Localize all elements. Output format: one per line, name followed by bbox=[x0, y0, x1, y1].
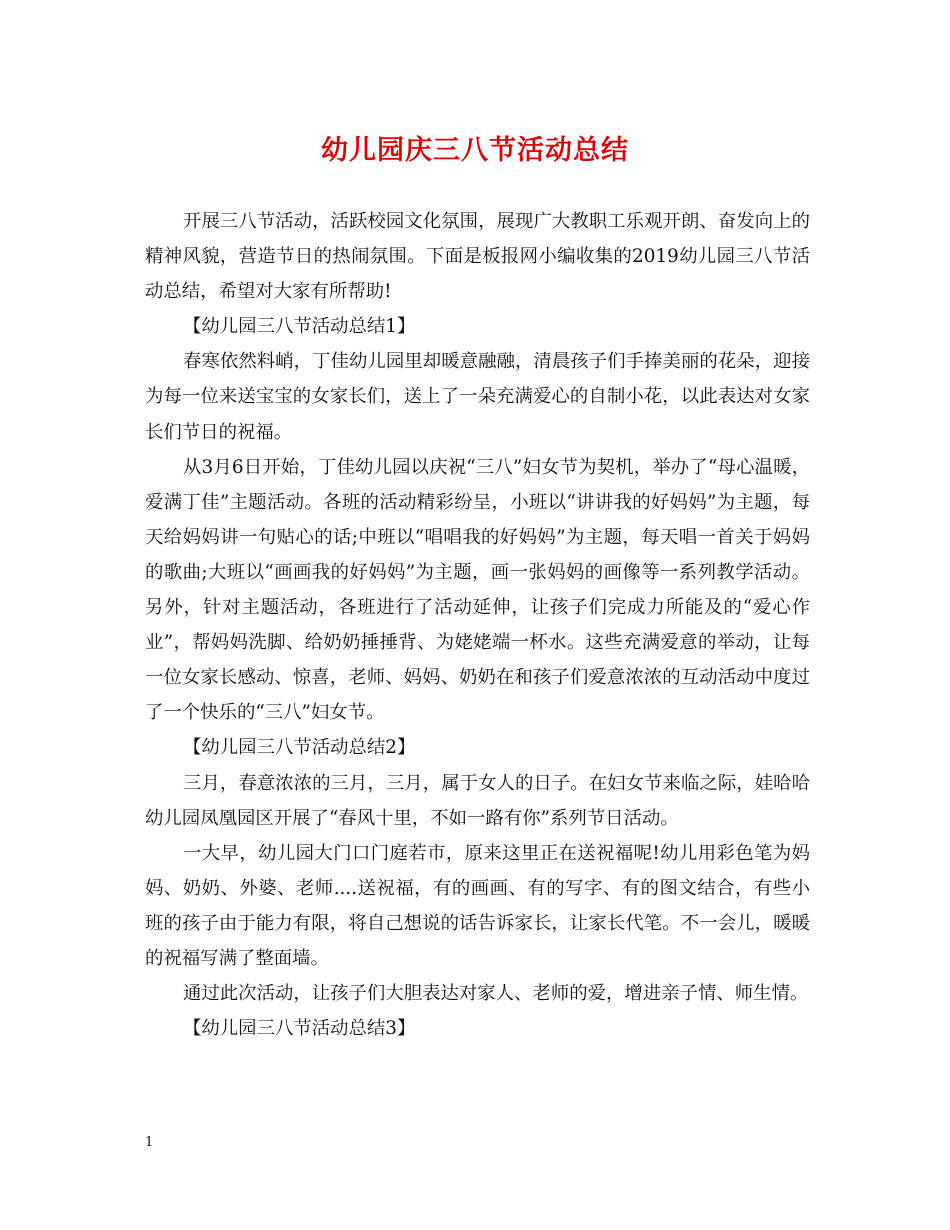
section-2-paragraph-1: 三月，春意浓浓的三月，三月，属于女人的日子。在妇女节来临之际，娃哈哈幼儿园凤凰园区开展了“春风十里，不如一路有你”系列节日活动。 bbox=[145, 772, 810, 829]
page-number: 1 bbox=[145, 1135, 154, 1150]
section-2-paragraph-3: 通过此次活动，让孩子们大胆表达对家人、老师的爱，增进亲子情、师生情。 bbox=[183, 983, 809, 1005]
section-heading-3: 【幼儿园三八节活动总结3】 bbox=[183, 1018, 416, 1040]
section-heading-1: 【幼儿园三八节活动总结1】 bbox=[183, 316, 416, 338]
page-title: 幼儿园庆三八节活动总结 bbox=[321, 135, 629, 166]
section-1-paragraph-1: 春寒依然料峭，丁佳幼儿园里却暖意融融，清晨孩子们手捧美丽的花朵，迎接为每一位来送宝宝的女家长们，送上了一朵充满爱心的自制小花，以此表达对女家长们节日的祝福。 bbox=[145, 351, 810, 443]
section-2-paragraph-2: 一大早，幼儿园大门口门庭若市，原来这里正在送祝福呢!幼儿用彩色笔为妈妈、奶奶、外婆、老师....送祝福，有的画画、有的写字、有的图文结合，有些小班的孩子由于能力有限，将自己想说的话告诉家长，让家长代笔。不一会儿，暖暖的祝福写满了整面墙。 bbox=[145, 842, 810, 969]
section-heading-2: 【幼儿园三八节活动总结2】 bbox=[183, 737, 416, 759]
intro-paragraph: 开展三八节活动，活跃校园文化氛围，展现广大教职工乐观开朗、奋发向上的精神风貌，营造节日的热闹氛围。下面是板报网小编收集的2019幼儿园三八节活动总结，希望对大家有所帮助! bbox=[145, 211, 810, 303]
document-body bbox=[145, 204, 810, 1046]
section-1-paragraph-2: 从3月6日开始，丁佳幼儿园以庆祝“三八”妇女节为契机，举办了“母心温暖，爱满丁佳”主题活动。各班的活动精彩纷呈，小班以“讲讲我的好妈妈”为主题，每天给妈妈讲一句贴心的话;中班以“唱唱我的好妈妈”为主题，每天唱一首关于妈妈的歌曲;大班以“画画我的好妈妈”为主题，画一张妈妈的画像等一系列教学活动。另外，针对主题活动，各班进行了活动延伸，让孩子们完成力所能及的“爱心作业”，帮妈妈洗脚、给奶奶捶捶背、为姥姥端一杯水。这些充满爱意的举动，让每一位女家长感动、惊喜，老师、妈妈、奶奶在和孩子们爱意浓浓的互动活动中度过了一个快乐的“三八”妇女节。 bbox=[145, 456, 810, 724]
